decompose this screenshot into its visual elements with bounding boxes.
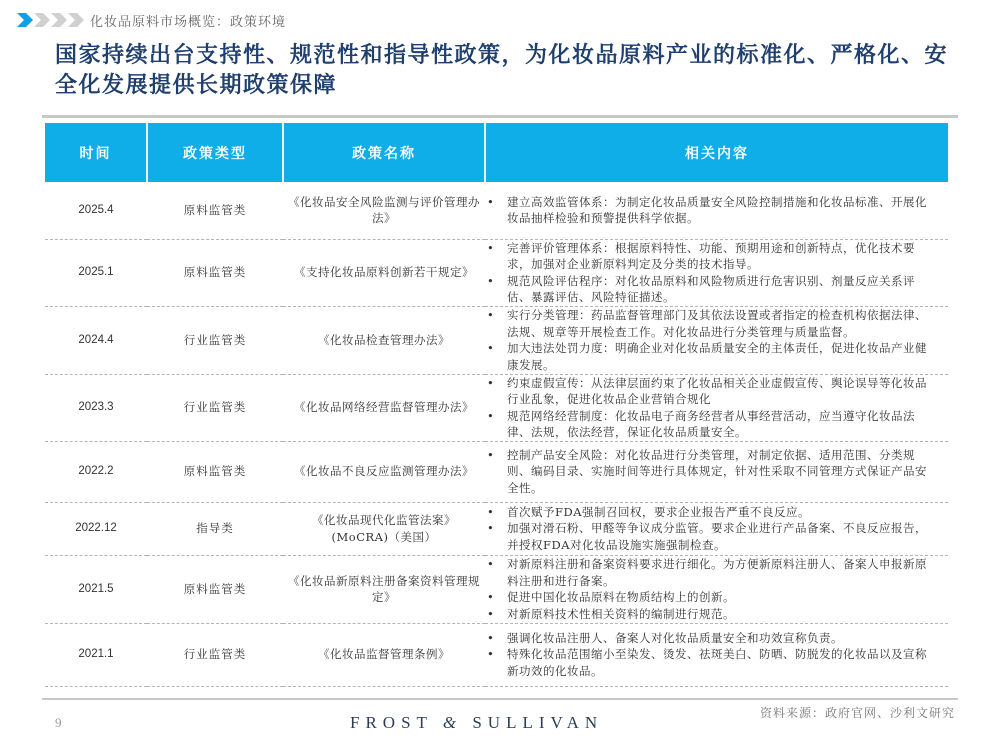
cell-date: 2022.12 [45, 502, 147, 555]
cell-type: 原料监管类 [147, 239, 283, 306]
cell-type: 行业监管类 [147, 306, 283, 374]
content-bullet: • 完善评价管理体系：根据原料特性、功能、预期用途和创新特点，优化技术要求，加强对企业新原料判定及分类的技术指导。 [507, 240, 934, 273]
source-note: 资料来源：政府官网、沙利文研究 [759, 706, 955, 720]
table-row [45, 239, 948, 306]
table-row [45, 182, 948, 239]
table-row [45, 306, 948, 374]
column-header-content: 相关内容 [485, 123, 948, 182]
content-bullet: • 首次赋予FDA强制召回权，要求企业报告严重不良反应。 [507, 504, 934, 521]
cell-name: 《化妆品监督管理条例》 [283, 623, 485, 686]
content-bullet: • 对新原料注册和备案资料要求进行细化。为方便新原料注册人、备案人申报新原料注册和进行备案。 [507, 556, 934, 589]
column-header-name: 政策名称 [283, 123, 485, 182]
content-bullet: • 强调化妆品注册人、备案人对化妆品质量安全和功效宣称负责。 [507, 630, 934, 647]
cell-content [485, 623, 948, 686]
cell-type: 行业监管类 [147, 623, 283, 686]
page-title: 国家持续出台支持性、规范性和指导性政策，为化妆品原料产业的标准化、严格化、安全化发展提供长期政策保障 [55, 42, 949, 98]
cell-date: 2022.2 [45, 441, 147, 502]
table-row [45, 555, 948, 623]
content-bullet: • 规范网络经营制度：化妆品电子商务经营者从事经营活动，应当遵守化妆品法律、法规，依法经营，保证化妆品质量安全。 [507, 408, 934, 441]
top-divider [42, 115, 958, 118]
content-bullet: • 规范风险评估程序：对化妆品原料和风险物质进行危害识别、剂量反应关系评估、暴露评估、风险特征描述。 [507, 273, 934, 306]
page-number: 9 [55, 715, 62, 730]
policy-table [45, 123, 948, 687]
column-header-type: 政策类型 [147, 123, 283, 182]
logo-ampersand: & [442, 713, 463, 732]
chevron-progress-icon [17, 13, 84, 27]
cell-content [485, 502, 948, 555]
cell-date: 2025.1 [45, 239, 147, 306]
cell-name: 《化妆品不良反应监测管理办法》 [283, 441, 485, 502]
column-header-date: 时间 [45, 123, 147, 182]
table-row [45, 502, 948, 555]
table-row [45, 623, 948, 686]
cell-date: 2023.3 [45, 374, 147, 441]
cell-type: 原料监管类 [147, 182, 283, 239]
bottom-divider [42, 698, 958, 700]
cell-content [485, 374, 948, 441]
cell-type: 指导类 [147, 502, 283, 555]
cell-content [485, 555, 948, 623]
content-bullet: • 加大违法处罚力度：明确企业对化妆品质量安全的主体责任，促进化妆品产业健康发展。 [507, 340, 934, 373]
cell-type: 原料监管类 [147, 441, 283, 502]
content-bullet: • 控制产品安全风险：对化妆品进行分类管理，对制定依据、适用范围、分类规则、编码目录、实施时间等进行具体规定，针对性采取不同管理方式保证产品安全性。 [507, 447, 934, 497]
breadcrumb [17, 10, 286, 30]
cell-name: 《化妆品现代化监管法案》(MoCRA)（美国） [283, 502, 485, 555]
cell-name: 《化妆品检查管理办法》 [283, 306, 485, 374]
breadcrumb-text: 化妆品原料市场概览：政策环境 [90, 14, 287, 30]
table-row [45, 374, 948, 441]
content-bullet: • 对新原料技术性相关资料的编制进行规范。 [507, 606, 934, 623]
cell-content [485, 306, 948, 374]
cell-content [485, 441, 948, 502]
cell-type: 行业监管类 [147, 374, 283, 441]
content-bullet: • 约束虚假宣传：从法律层面约束了化妆品相关企业虚假宣传、舆论误导等化妆品行业乱象，促进化妆品企业营销合规化 [507, 375, 934, 408]
frost-sullivan-logo [350, 713, 603, 733]
logo-left-text: FROST [350, 713, 433, 732]
cell-content [485, 239, 948, 306]
cell-date: 2021.1 [45, 623, 147, 686]
cell-date: 2021.5 [45, 555, 147, 623]
table-row [45, 441, 948, 502]
table-header-row [45, 123, 948, 182]
content-bullet: • 建立高效监管体系：为制定化妆品质量安全风险控制措施和化妆品标准、开展化妆品抽样检验和预警提供科学依据。 [507, 194, 934, 227]
content-bullet: • 实行分类管理：药品监督管理部门及其依法设置或者指定的检查机构依据法律、法规、规章等开展检查工作。对化妆品进行分类管理与质量监督。 [507, 307, 934, 340]
cell-content [485, 182, 948, 239]
logo-right-text: SULLIVAN [472, 713, 604, 732]
cell-date: 2024.4 [45, 306, 147, 374]
cell-type: 原料监管类 [147, 555, 283, 623]
cell-date: 2025.4 [45, 182, 147, 239]
content-bullet: • 促进中国化妆品原料在物质结构上的创新。 [507, 589, 934, 606]
content-bullet: • 特殊化妆品范围缩小至染发、烫发、祛斑美白、防晒、防脱发的化妆品以及宣称新功效的化妆品。 [507, 646, 934, 679]
cell-name: 《化妆品新原料注册备案资料管理规定》 [283, 555, 485, 623]
cell-name: 《化妆品网络经营监督管理办法》 [283, 374, 485, 441]
cell-name: 《支持化妆品原料创新若干规定》 [283, 239, 485, 306]
content-bullet: • 加强对滑石粉、甲醛等争议成分监管。要求企业进行产品备案、不良反应报告，并授权FDA对化妆品设施实施强制检查。 [507, 520, 934, 553]
cell-name: 《化妆品安全风险监测与评价管理办法》 [283, 182, 485, 239]
